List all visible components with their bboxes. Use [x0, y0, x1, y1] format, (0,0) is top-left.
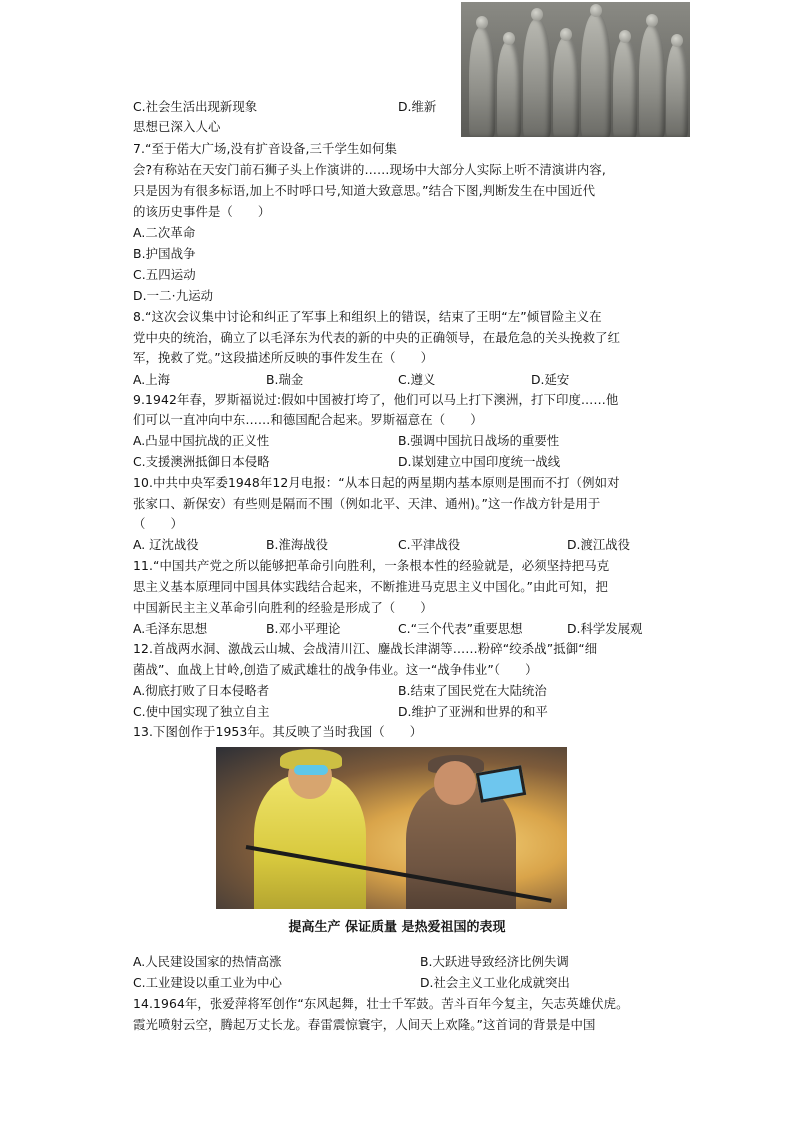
q6-option-d-continued: 思想已深入人心 — [133, 119, 221, 134]
q6-option-d: D.维新 — [398, 99, 437, 114]
q8-stem-line-3: 军，挽救了党。”这段描述所反映的事件发生在（ ） — [133, 350, 434, 365]
q10-option-c: C.平津战役 — [398, 537, 461, 552]
q7-option-d: D.一二·九运动 — [133, 288, 214, 303]
q8-option-d: D.延安 — [531, 372, 570, 387]
q8-option-b: B.瑞金 — [266, 372, 304, 387]
q12-option-d: D.维护了亚洲和世界的和平 — [398, 704, 548, 719]
q8-stem-line-1: 8.“这次会议集中讨论和纠正了军事上和组织上的错误，结束了王明“左”倾冒险主义在 — [133, 309, 602, 324]
q9-stem-line-2: 们可以一直冲向中东……和德国配合起来。罗斯福意在（ ） — [133, 412, 483, 427]
q9-stem-line-1: 9.1942年春，罗斯福说过:假如中国被打垮了，他们可以马上打下澳洲，打下印度……他 — [133, 392, 619, 407]
poster-caption: 提高生产 保证质量 是热爱祖国的表现 — [288, 920, 506, 935]
q10-stem-line-1: 10.中共中央军委1948年12月电报：“从本日起的两星期内基本原则是围而不打（例如对 — [133, 475, 620, 490]
q8-option-c: C.遵义 — [398, 372, 436, 387]
q11-option-c: C.“三个代表”重要思想 — [398, 621, 523, 636]
q11-option-b: B.邓小平理论 — [266, 621, 341, 636]
propaganda-poster-image — [216, 747, 567, 909]
q10-option-b: B.淮海战役 — [266, 537, 329, 552]
q7-option-c: C.五四运动 — [133, 267, 196, 282]
q9-option-a: A.凸显中国抗战的正义性 — [133, 433, 270, 448]
q10-option-a: A. 辽沈战役 — [133, 537, 199, 552]
q11-stem-line-2: 思主义基本原理同中国具体实践结合起来，不断推进马克思主义中国化。”由此可知，把 — [133, 579, 608, 594]
q14-stem-line-2: 霞光喷射云空，腾起万丈长龙。春雷震惊寰宇，人间天上欢隆。”这首词的背景是中国 — [133, 1017, 596, 1032]
q11-stem-line-3: 中国新民主主义革命引向胜利的经验是形成了（ ） — [133, 600, 433, 615]
q10-stem-line-3: （ ） — [133, 516, 183, 531]
q7-stem-line-2: 会?有称站在天安门前石狮子头上作演讲的……现场中大部分人实际上听不清演讲内容, — [133, 162, 606, 177]
q12-option-a: A.彻底打败了日本侵略者 — [133, 683, 270, 698]
q8-stem-line-2: 党中央的统治，确立了以毛泽东为代表的新的中央的正确领导，在最危急的关头挽救了红 — [133, 330, 621, 345]
q7-stem-line-4: 的该历史事件是（ ） — [133, 204, 271, 219]
q13-option-d: D.社会主义工业化成就突出 — [420, 975, 570, 990]
q12-option-c: C.使中国实现了独立自主 — [133, 704, 270, 719]
q9-option-b: B.强调中国抗日战场的重要性 — [398, 433, 560, 448]
q6-option-c: C.社会生活出现新现象 — [133, 99, 258, 114]
q9-option-c: C.支援澳洲抵御日本侵略 — [133, 454, 270, 469]
q7-stem-line-3: 只是因为有很多标语,加上不时呼口号,知道大致意思。”结合下图,判断发生在中国近代 — [133, 183, 596, 198]
q13-option-a: A.人民建设国家的热情高涨 — [133, 954, 282, 969]
q13-stem-line-1: 13.下图创作于1953年。其反映了当时我国（ ） — [133, 724, 423, 739]
q11-option-a: A.毛泽东思想 — [133, 621, 208, 636]
q12-option-b: B.结束了国民党在大陆统治 — [398, 683, 547, 698]
q7-option-b: B.护国战争 — [133, 246, 196, 261]
q8-option-a: A.上海 — [133, 372, 170, 387]
q11-stem-line-1: 11.“中国共产党之所以能够把革命引向胜利，一条根本性的经验就是，必须坚持把马克 — [133, 558, 610, 573]
q9-option-d: D.谋划建立中国印度统一战线 — [398, 454, 561, 469]
q12-stem-line-1: 12.首战两水洞、激战云山城、会战清川江、鏖战长津湖等……粉碎“绞杀战”抵御“细 — [133, 641, 598, 656]
q14-stem-line-1: 14.1964年，张爱萍将军创作“东风起舞，壮士千军鼓。苦斗百年今复主，矢志英雄伏虎。 — [133, 996, 629, 1011]
relief-sculpture-image — [461, 2, 690, 137]
q10-option-d: D.渡江战役 — [567, 537, 631, 552]
q13-option-c: C.工业建设以重工业为中心 — [133, 975, 282, 990]
q12-stem-line-2: 菌战”、血战上甘岭,创造了威武雄壮的战争伟业。这一“战争伟业”（ ） — [133, 662, 538, 677]
q7-stem-line-1: 7.“至于偌大广场,没有扩音设备,三千学生如何集 — [133, 141, 397, 156]
q13-option-b: B.大跃进导致经济比例失调 — [420, 954, 569, 969]
q7-option-a: A.二次革命 — [133, 225, 196, 240]
q11-option-d: D.科学发展观 — [567, 621, 643, 636]
q10-stem-line-2: 张家口、新保安）有些则是隔而不围（例如北平、天津、通州)。”这一作战方针是用于 — [133, 496, 601, 511]
